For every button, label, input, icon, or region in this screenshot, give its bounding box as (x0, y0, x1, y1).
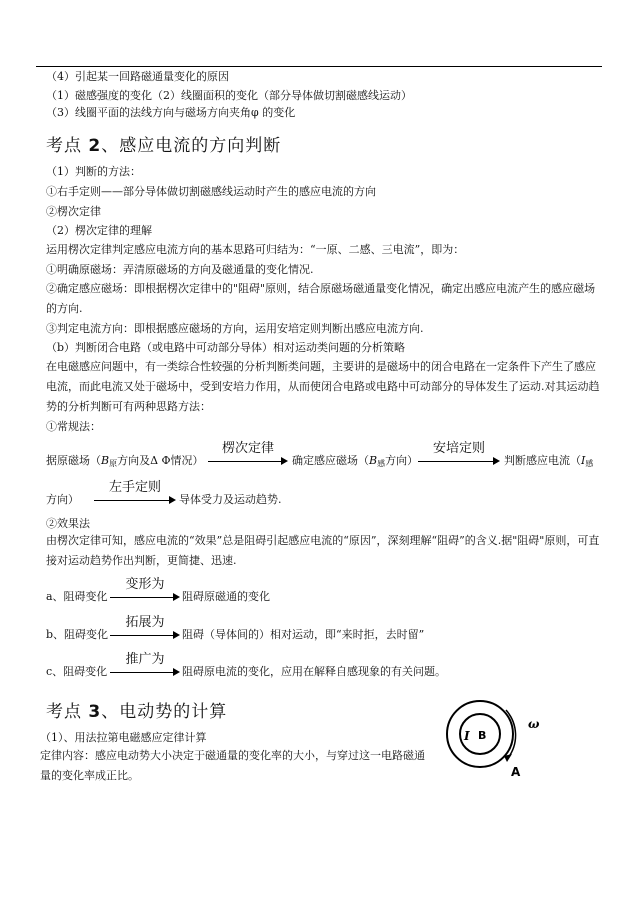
label-omega: ω (528, 717, 540, 731)
effect-item-a-label: a、阻碍变化 (46, 590, 108, 603)
label-i: I (464, 729, 470, 743)
sec3-p2: 定律内容：感应电动势大小决定于磁通量的变化率的大小，与穿过这一电路磁通量的变化率成正比。 (40, 749, 425, 782)
effect-title: ②效果法 (46, 517, 90, 530)
sec2-p8: ③判定电流方向：即根据感应磁场的方向，运用安培定则判断出感应电流方向. (46, 322, 424, 335)
arrow-ampere-rule: 安培定则 (418, 454, 500, 470)
effect-paragraph: 由楞次定律可知，感应电流的“效果”总是阻碍引起感应电流的“原因”，深刻理解“阻碍”的含义.据"阻碍"原则，可直接对运动趋势作出判断，更简捷、迅速. (46, 534, 600, 567)
sec2-p7: ②确定感应磁场：即根据楞次定律中的"阻碍"原则，结合原磁场磁通量变化情况，确定出感应电流产生的感应磁场的方向. (46, 282, 596, 315)
intro-line-3: （3）线圈平面的法线方向与磁场方向夹角φ 的变化 (46, 106, 296, 119)
effect-item-c-label: c、阻碍变化 (46, 665, 108, 678)
label-b: B (478, 729, 487, 742)
sec3-p1: （1）、用法拉第电磁感应定律计算 (40, 731, 207, 744)
rotating-ring-figure (440, 694, 550, 780)
sec2-p6: ①明确原磁场：弄清原磁场的方向及磁通量的变化情况. (46, 263, 314, 276)
arrow-item-a: 变形为 (110, 590, 180, 606)
effect-item-b-label: b、阻碍变化 (46, 628, 109, 641)
top-rule (36, 66, 602, 67)
intro-line-2: （1）磁感强度的变化（2）线圈面积的变化（部分导体做切割磁感线运动） (46, 89, 412, 102)
effect-item-b-result: 阻碍（导体间的）相对运动，即“来时拒，去时留” (182, 628, 425, 641)
effect-item-a-result: 阻碍原磁通的变化 (182, 590, 270, 603)
flow-step-2: 确定感应磁场（$B_感$方向） (292, 454, 419, 468)
effect-item-c-result: 阻碍原电流的变化，应用在解释自感现象的有关问题。 (182, 665, 446, 678)
arrow-item-c: 推广为 (110, 665, 180, 681)
sec2-p2: ①右手定则——部分导体做切割磁感线运动时产生的感应电流的方向 (46, 185, 376, 198)
sec2-p11: ①常规法： (46, 420, 101, 433)
section-3-heading: 考点 3、电动势的计算 (46, 702, 228, 722)
section-2-heading: 考点 2、感应电流的方向判断 (46, 136, 282, 156)
sec2-p9: （b）判断闭合电路（或电路中可动部分导体）相对运动类问题的分析策略 (46, 341, 406, 354)
sec2-p1: （1）判断的方法： (46, 165, 141, 178)
arrow-left-hand-rule: 左手定则 (94, 493, 176, 509)
sec2-p4: （2）楞次定律的理解 (46, 224, 152, 237)
sec2-p5: 运用楞次定律判定感应电流方向的基本思路可归结为：“一原、二感、三电流”，即为： (46, 243, 465, 256)
flow-step-5: 导体受力及运动趋势. (179, 493, 282, 506)
intro-line-1: （4）引起某一回路磁通量变化的原因 (46, 70, 229, 83)
arrow-item-b: 拓展为 (110, 628, 180, 644)
flow-step-1: 据原磁场（$B_原$方向及Δ Φ情况） (46, 454, 204, 468)
sec2-p10: 在电磁感应问题中，有一类综合性较强的分析判断类问题，主要讲的是磁场中的闭合电路在一定条件下产生了感应电流，而此电流又处于磁场中，受到安培力作用，从而使闭合电路或电路中可动部分的导体发生了运动.对其运动趋势的分析判断可有两种思路方法： (46, 360, 600, 413)
sec2-p3: ②楞次定律 (46, 205, 101, 218)
flow-step-4: 方向） (46, 493, 79, 506)
arrow-lenz-law: 楞次定律 (208, 454, 288, 470)
label-a: A (511, 765, 521, 779)
flow-step-3: 判断感应电流（$I_感$ (504, 454, 594, 468)
